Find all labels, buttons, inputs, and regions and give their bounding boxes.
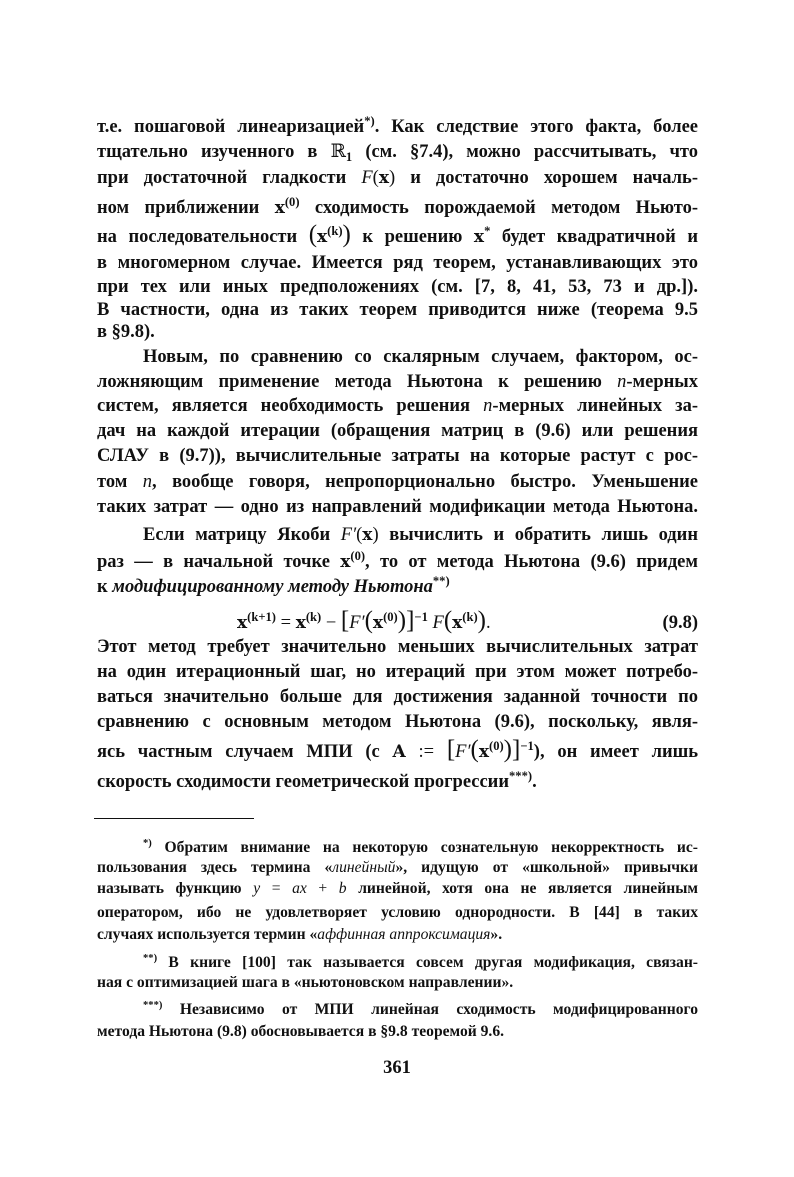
text-run: b [338,880,347,897]
text-line [97,493,698,521]
text-line [97,768,698,796]
text-run: ложняющим применение метода Ньютона к решению [97,372,618,392]
text-run: ваться значительно больше для достижения заданной точности по [97,687,698,707]
equation-9-8 [97,608,698,638]
text-run: . Как следствие этого факта, более [374,117,698,137]
text-run: ℝ [330,142,346,162]
text-run: ( [364,607,373,634]
footnote-line [97,877,698,901]
text-run: (см. §7.4), можно рассчитывать, что [352,142,698,162]
footnote-separator [94,818,254,819]
page-number: 361 [383,1058,411,1078]
text-run: ] [512,736,521,763]
text-run: x [452,613,463,633]
text-run: ) [389,168,396,188]
text-run: В книге [100] так называется совсем другая модификация, связан- [157,954,698,971]
text-run: , то от метода Ньютона (9.6) придем [365,552,698,572]
text-run: дач на каждой итерации (обращения матриц в (9.6) или решения [97,421,698,441]
superscript: (k+1) [247,610,276,625]
text-run: . [486,613,491,633]
superscript: **) [432,574,450,589]
text-run: Если матрицу Якоби [143,525,341,545]
text-run: , вообще говоря, непропорционально быстро. Уменьшение [152,472,698,492]
text-run: x [378,168,389,188]
superscript: (0) [284,195,300,210]
text-run: и достаточно хорошем началь- [395,168,699,188]
text-run: x [340,552,351,572]
superscript: (0) [383,610,398,625]
superscript: (k) [327,224,343,239]
text-run: линейный [332,859,396,876]
text-run: оператором, ибо не удовлетворяет условию однородности. В [44] в таких [97,904,698,921]
text-run: Независимо от МПИ линейная сходимость модифицированного [162,1001,698,1018]
text-run: x [295,613,306,633]
text-line [97,223,698,251]
text-line [97,548,698,576]
text-run: Этот метод требует значительно меньших вычислительных затрат [97,637,698,657]
text-run: к [97,577,113,597]
text-run: сходимость порождаемой методом Ньюто- [299,198,698,218]
text-run: вычислить и обратить лишь один [378,525,698,545]
text-line [97,113,698,141]
footnote-line [97,901,698,925]
text-run: Обратим внимание на некоторую сознательную некорректность ис- [151,839,698,856]
text-run: ( [443,607,453,634]
text-line [97,417,698,445]
text-run: ном приближении [97,198,275,218]
text-run: [ [446,736,456,763]
superscript: −1 [520,739,534,754]
text-run: », идущую от «школьной» привычки [395,859,699,876]
text-run: + [306,880,339,897]
text-line [97,521,698,549]
text-run: называть функцию [97,880,254,897]
text-run: x [362,525,373,545]
text-line [97,392,698,420]
text-line [97,708,698,736]
equation-number: (9.8) [662,613,698,633]
text-run: := [405,742,447,762]
text-run: x [372,613,384,633]
text-run: скорость сходимости геометрической прогрессии [97,772,509,792]
text-run: x [274,198,285,218]
text-line [97,442,698,470]
superscript: **) [143,953,158,965]
text-run: ] [406,607,415,634]
text-run: в §9.8). [97,322,155,342]
text-run: . [532,772,537,792]
text-run: при тех или иных предположениях (см. [7, 8, 41, 53, 73 и др.]). [97,277,698,297]
text-run: y [253,880,261,897]
text-line [97,658,698,686]
superscript: ***) [143,1000,163,1012]
text-line [97,318,698,346]
text-line [97,138,698,166]
superscript: (k) [462,610,478,625]
text-run: = [276,613,296,633]
footnote-line [97,923,698,947]
text-run: x [237,613,248,633]
text-run: F [432,613,444,633]
text-line [97,573,698,601]
text-run: случаях используется термин « [97,926,318,943]
text-run: раз — в начальной точке [97,552,341,572]
text-run: таких затрат — одно из направлений модификации метода Ньютона. [97,497,698,517]
text-run: ), он имеет лишь [533,742,699,762]
text-run: будет квадратичной и [490,227,698,247]
text-run: Новым, по сравнению со скалярным случаем, фактором, ос- [143,347,698,367]
text-run: ная с оптимизацией шага в «ньютоновском направлении». [97,974,514,991]
text-run: A [392,742,406,762]
text-run: ax [292,880,307,897]
text-run: [ [340,607,350,634]
text-line [97,738,698,766]
text-run: ясь частным случаем МПИ (с [97,742,393,762]
superscript: *) [364,114,375,129]
text-run: − [321,613,341,633]
text-run: x [317,227,328,247]
text-run: т.е. пошаговой линеаризацией [97,117,365,137]
text-run: систем, является необходимость решения [97,396,484,416]
subscript: 1 [345,149,353,164]
superscript: −1 [414,610,428,625]
text-run: ) [372,525,379,545]
text-run: на один итерационный шаг, но итераций при этом может потребо- [97,662,698,682]
text-run: к решению [350,227,474,247]
text-run: x [473,227,485,247]
text-run: ) [477,607,486,634]
text-run: СЛАУ в (9.7)), вычислительные затраты на которые растут с рос- [97,446,698,466]
text-run: тщательно изученного в [97,142,331,162]
text-run: пользования здесь термина « [97,859,333,876]
text-run: F′ [455,742,471,762]
footnote-line [97,998,698,1022]
text-run: ( [372,168,379,188]
text-run: линейной, хотя она не является линейным [346,880,698,897]
text-run: модифицированному методу Ньютона [112,577,433,597]
text-run: В частности, одна из таких теорем приводится ниже (теорема 9.5 [97,300,698,320]
text-line [97,683,698,711]
text-run: ( [356,525,363,545]
superscript: (0) [350,549,366,564]
text-run: x [478,742,489,762]
superscript: (0) [489,739,504,754]
text-run: ( [470,736,479,763]
text-line [97,343,698,371]
text-line [97,468,698,496]
text-run: том [97,472,143,492]
text-line [97,164,698,192]
footnote-line [97,971,698,995]
text-run: метода Ньютона (9.8) обосновывается в §9.8 теоремой 9.6. [97,1023,505,1040]
text-run: при достаточной гладкости [97,168,362,188]
text-run: n [617,372,627,392]
text-run: сравнению с основным методом Ньютона (9.6), поскольку, явля- [97,712,698,732]
text-run: F′ [340,525,357,545]
footnote-line [97,1020,698,1044]
superscript: ***) [509,769,533,784]
text-run: = [260,880,293,897]
text-run: на последовательности [97,227,309,247]
text-line [97,194,698,222]
superscript: * [484,224,491,239]
superscript: *) [143,838,152,850]
text-run: ) [397,607,407,634]
text-run: аффинная аппроксимация [317,926,491,943]
text-run: n [142,472,153,492]
text-run: ». [490,926,503,943]
superscript: (k) [305,610,322,625]
text-run: -мерных линейных за- [492,396,698,416]
text-run: в многомерном случае. Имеется ряд теорем, устанавливающих это [97,253,698,273]
text-run: F [361,168,373,188]
text-run: n [483,396,493,416]
equation-expression [237,608,491,638]
text-run: ) [342,221,351,248]
text-run: ) [503,736,512,763]
text-run: F′ [349,613,365,633]
text-run: ( [308,221,318,248]
text-run: -мерных [626,372,698,392]
